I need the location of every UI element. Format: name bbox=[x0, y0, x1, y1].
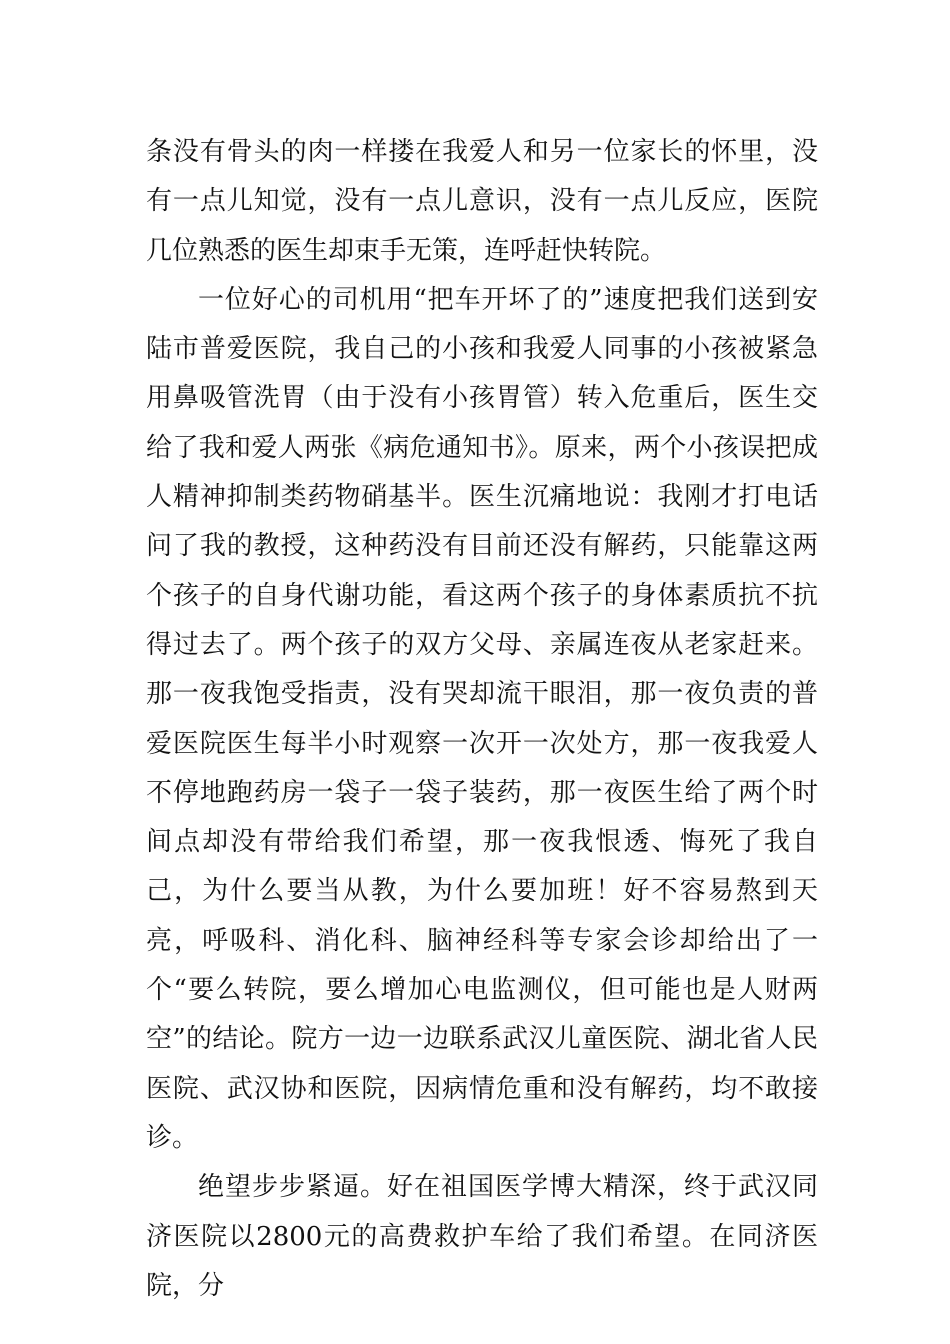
paragraph-1: 条没有骨头的肉一样搂在我爱人和另一位家长的怀里，没有一点儿知觉，没有一点儿意识，没有一点儿反应，医院几位熟悉的医生却束手无策，连呼赶快转院。 bbox=[146, 137, 818, 266]
paragraph-2: 一位好心的司机用“把车开坏了的”速度把我们送到安陆市普爱医院，我自己的小孩和我爱人同事的小孩被紧急用鼻吸管洗胃（由于没有小孩胃管）转入危重后，医生交给了我和爱人两张《病危通知书》。原来，两个小孩误把成人精神抑制类药物硝基半。医生沉痛地说：我刚才打电话问了我的教授，这种药没有目前还没有解药，只能靠这两个孩子的自身代谢功能，看这两个孩子的身体素质抗不抗得过去了。两个孩子的双方父母、亲属连夜从老家赶来。那一夜我饱受指责，没有哭却流干眼泪，那一夜负责的普爱医院医生每半小时观察一次开一次处方，那一夜我爱人不停地跑药房一袋子一袋子装药，那一夜医生给了两个时间点却没有带给我们希望，那一夜我恨透、悔死了我自己，为什么要当从教，为什么要加班！好不容易熬到天亮，呼吸科、消化科、脑神经科等专家会诊却给出了一个“要么转院，要么增加心电监测仪，但可能也是人财两空”的结论。院方一边一边联系武汉儿童医院、湖北省人民医院、武汉协和医院，因病情危重和没有解药，均不敢接诊。 bbox=[146, 284, 818, 1153]
paragraph-3: 绝望步步紧逼。好在祖国医学博大精深，终于武汉同济医院以2800元的高费救护车给了我们希望。在同济医院，分 bbox=[146, 1172, 818, 1301]
body-text bbox=[146, 128, 818, 1311]
